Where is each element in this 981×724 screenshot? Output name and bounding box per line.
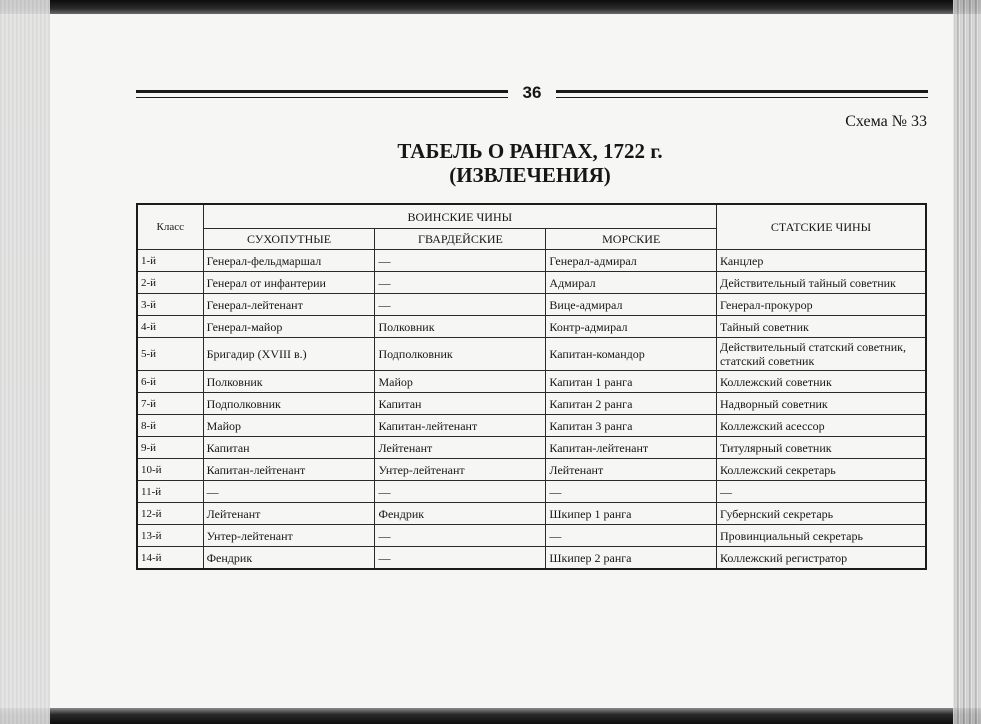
table-row	[137, 525, 926, 547]
cell-civil: Тайный советник	[716, 316, 926, 338]
cell-class: 14-й	[137, 547, 203, 570]
table-row	[137, 393, 926, 415]
cell-land: Генерал от инфантерии	[203, 272, 375, 294]
table-row	[137, 294, 926, 316]
cell-land: Капитан	[203, 437, 375, 459]
table-row	[137, 503, 926, 525]
table-row	[137, 547, 926, 570]
cell-naval: Шкипер 1 ранга	[546, 503, 717, 525]
cell-guards: Фендрик	[375, 503, 546, 525]
cell-guards: —	[375, 481, 546, 503]
table-row	[137, 250, 926, 272]
page-number: 36	[522, 83, 542, 102]
cell-guards: —	[375, 547, 546, 570]
cell-naval: —	[546, 525, 717, 547]
cell-naval: Капитан-лейтенант	[546, 437, 717, 459]
cell-guards: —	[375, 272, 546, 294]
cell-civil: Провинциальный секретарь	[716, 525, 926, 547]
table-row	[137, 338, 926, 371]
page-header	[136, 84, 928, 104]
header-land: СУХОПУТНЫЕ	[203, 229, 375, 250]
cell-guards: —	[375, 294, 546, 316]
cell-class: 13-й	[137, 525, 203, 547]
cell-civil	[716, 338, 926, 371]
cell-class: 5-й	[137, 338, 203, 371]
cell-naval: —	[546, 481, 717, 503]
cell-civil: —	[716, 481, 926, 503]
table-row	[137, 415, 926, 437]
cell-naval: Капитан 1 ранга	[546, 371, 717, 393]
cell-class: 4-й	[137, 316, 203, 338]
cell-civil: Коллежский регистратор	[716, 547, 926, 570]
cell-naval: Шкипер 2 ранга	[546, 547, 717, 570]
cell-land: Лейтенант	[203, 503, 375, 525]
cell-guards: Полковник	[375, 316, 546, 338]
cell-guards: Майор	[375, 371, 546, 393]
header-military: ВОИНСКИЕ ЧИНЫ	[203, 204, 716, 229]
cell-land: Фендрик	[203, 547, 375, 570]
cell-guards: Унтер-лейтенант	[375, 459, 546, 481]
scan-edge-top	[0, 0, 981, 14]
cell-civil: Титулярный советник	[716, 437, 926, 459]
cell-civil-line-1: Действительный статский советник,	[719, 340, 906, 354]
page-title	[300, 139, 760, 187]
cell-class: 10-й	[137, 459, 203, 481]
header-civil: СТАТСКИЕ ЧИНЫ	[716, 204, 926, 250]
cell-guards: Лейтенант	[375, 437, 546, 459]
title-line-2: (ИЗВЛЕЧЕНИЯ)	[449, 163, 611, 187]
cell-naval: Капитан 2 ранга	[546, 393, 717, 415]
header-naval: МОРСКИЕ	[546, 229, 717, 250]
table-row	[137, 437, 926, 459]
table-row	[137, 272, 926, 294]
cell-civil: Действительный тайный советник	[716, 272, 926, 294]
cell-land: Полковник	[203, 371, 375, 393]
cell-land: Майор	[203, 415, 375, 437]
cell-civil: Коллежский советник	[716, 371, 926, 393]
cell-class: 11-й	[137, 481, 203, 503]
header-guards: ГВАРДЕЙСКИЕ	[375, 229, 546, 250]
table-row	[137, 459, 926, 481]
table-of-ranks	[136, 203, 927, 570]
cell-naval: Вице-адмирал	[546, 294, 717, 316]
scan-edge-left	[0, 0, 50, 724]
cell-land: Бригадир (XVIII в.)	[203, 338, 375, 371]
cell-land: Генерал-майор	[203, 316, 375, 338]
cell-guards: Капитан	[375, 393, 546, 415]
cell-class: 8-й	[137, 415, 203, 437]
table-row	[137, 371, 926, 393]
header-rule-left	[136, 90, 508, 98]
cell-civil-line-2: статский советник	[719, 354, 815, 368]
cell-guards: —	[375, 250, 546, 272]
table-row	[137, 481, 926, 503]
cell-class: 1-й	[137, 250, 203, 272]
scheme-label: Схема № 33	[845, 113, 927, 130]
cell-naval: Лейтенант	[546, 459, 717, 481]
header-class: Класс	[137, 204, 203, 250]
cell-civil: Коллежский асессор	[716, 415, 926, 437]
cell-class: 12-й	[137, 503, 203, 525]
cell-naval: Капитан 3 ранга	[546, 415, 717, 437]
cell-class: 9-й	[137, 437, 203, 459]
cell-land: —	[203, 481, 375, 503]
cell-land: Подполковник	[203, 393, 375, 415]
cell-civil: Канцлер	[716, 250, 926, 272]
cell-naval: Адмирал	[546, 272, 717, 294]
cell-class: 6-й	[137, 371, 203, 393]
cell-land: Генерал-лейтенант	[203, 294, 375, 316]
cell-civil: Губернский секретарь	[716, 503, 926, 525]
cell-class: 3-й	[137, 294, 203, 316]
cell-land: Капитан-лейтенант	[203, 459, 375, 481]
cell-guards: Капитан-лейтенант	[375, 415, 546, 437]
cell-naval: Генерал-адмирал	[546, 250, 717, 272]
header-rule-right	[556, 90, 928, 98]
cell-civil: Надворный советник	[716, 393, 926, 415]
cell-class: 2-й	[137, 272, 203, 294]
table-row	[137, 316, 926, 338]
title-line-1: ТАБЕЛЬ О РАНГАХ, 1722 г.	[397, 139, 663, 163]
cell-class: 7-й	[137, 393, 203, 415]
scan-edge-right	[953, 0, 981, 724]
cell-civil: Генерал-прокурор	[716, 294, 926, 316]
scan-edge-bottom	[0, 708, 981, 724]
cell-naval: Капитан-командор	[546, 338, 717, 371]
cell-civil: Коллежский секретарь	[716, 459, 926, 481]
cell-land: Генерал-фельдмаршал	[203, 250, 375, 272]
cell-naval: Контр-адмирал	[546, 316, 717, 338]
cell-guards: —	[375, 525, 546, 547]
cell-land: Унтер-лейтенант	[203, 525, 375, 547]
cell-guards: Подполковник	[375, 338, 546, 371]
